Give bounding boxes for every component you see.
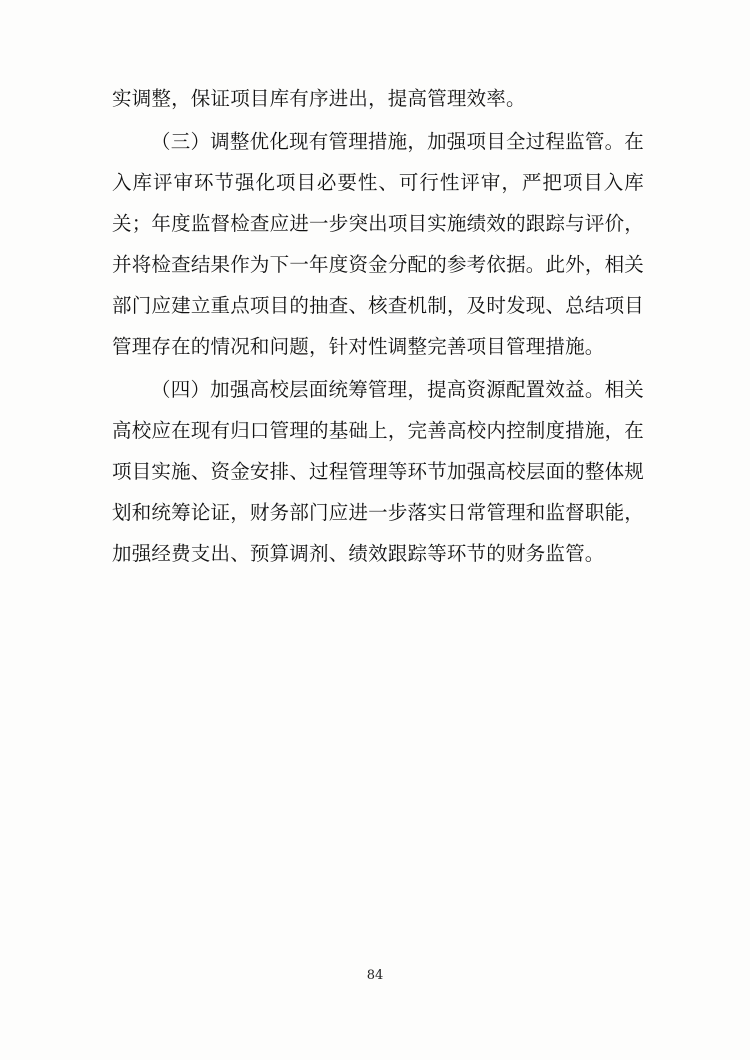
page-body [112,78,644,576]
paragraph-section-four: （四）加强高校层面统筹管理，提高资源配置效益。相关高校应在现有归口管理的基础上，完善高校内控制度措施，在项目实施、资金安排、过程管理等环节加强高校层面的整体规划和统筹论证，财务部门应进一步落实日常管理和监督职能，加强经费支出、预算调剂、绩效跟踪等环节的财务监管。 [112,378,644,565]
paragraph-section-three: （三）调整优化现有管理措施，加强项目全过程监管。在入库评审环节强化项目必要性、可行性评审，严把项目入库关；年度监督检查应进一步突出项目实施绩效的跟踪与评价，并将检查结果作为下一年度资金分配的参考依据。此外，相关部门应建立重点项目的抽查、核查机制，及时发现、总结项目管理存在的情况和问题，针对性调整完善项目管理措施。 [112,130,644,358]
page-number: 84 [366,968,384,983]
paragraph-continued: 实调整，保证项目库有序进出，提高管理效率。 [112,87,526,110]
